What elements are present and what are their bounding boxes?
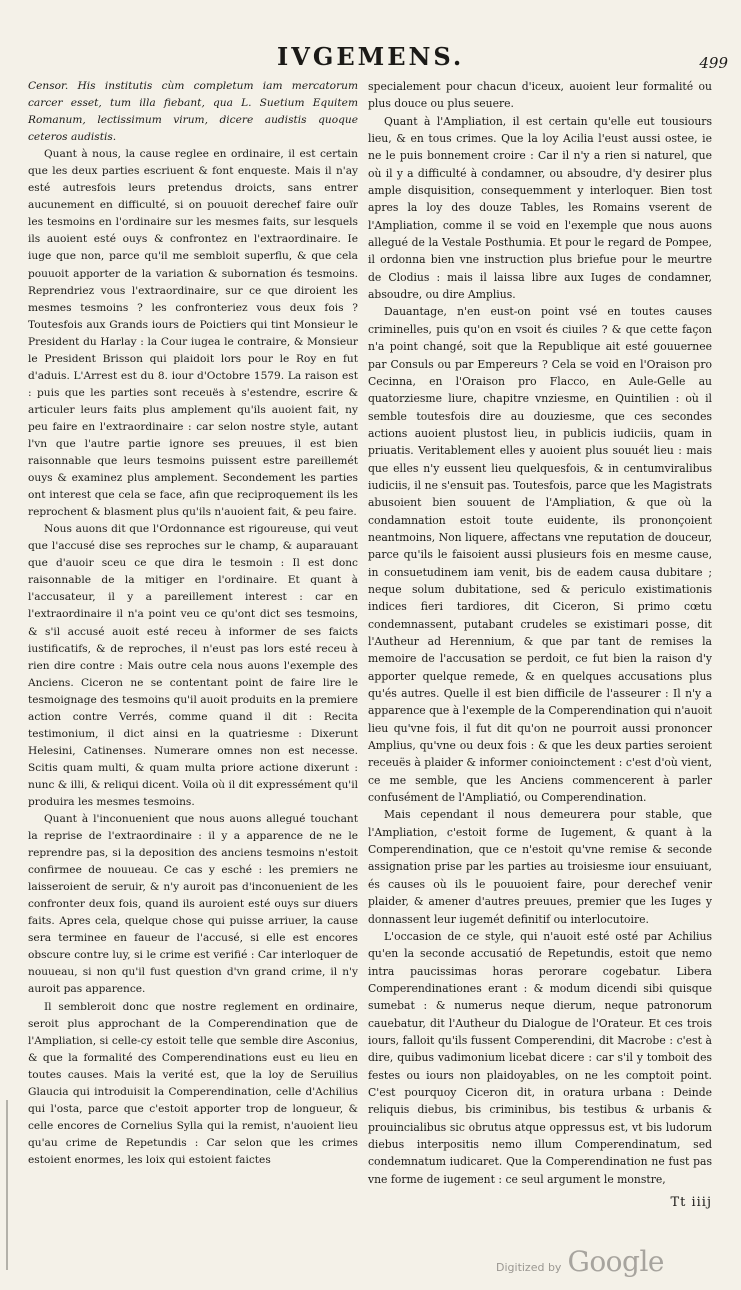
paragraph: Il sembleroit donc que nostre reglement en ordinaire, seroit plus approchant de la Comperendination que de l'Ampliation, si celle-cy estoit telle que semble dire Asconius, & que la formalité des Comperendinations eust eu lieu en toutes causes. Mais la verité est, que la loy de Seruilius Glaucia qui introduisit la Comperendination, celle d'Achilius qui l'osta, parce que c'estoit apporter trop de longueur, & celle encores de Cornelius Sylla qui la remist, n'auoient lieu qu'au crime de Repetundis : Car selon que les crimes estoient enormes, les loix qui estoient faictes — [28, 1000, 358, 1166]
digitization-watermark — [496, 1245, 741, 1285]
watermark-prefix: Digitized by — [496, 1261, 562, 1274]
page-number: 499 — [699, 54, 728, 72]
page-header — [22, 42, 728, 72]
paragraph: Dauantage, n'en eust-on point vsé en toutes causes criminelles, puis qu'on en vsoit és ciuiles ? & que cette façon n'a point changé, soit que la Republique ait esté gouuernee par Consuls ou par Empereurs ? Cela se void en l'Oraison pro Cecinna, en l'Oraison pro Flacco, en Aule-Gelle au quatorziesme liure, chapitre vnziesme, en Quintilien : où il semble toutesfois dire au douziesme, que ces secondes actions auoient plustost lieu, in publicis iudiciis, quam in priuatis. Veritablement elles y auoient plus souuét lieu : mais que elles n'y eussent lieu quelquesfois, & in centumviralibus iudiciis, il ne s'ensuit pas. Toutesfois, parce que les Magistrats abusoient bien souuent de l'Ampliation, & que où la condamnation estoit toute euidente, ils prononçoient neantmoins, Non liquere, affectans vne reputation de douceur, parce qu'ils le faisoient aussi plusieurs fois en mesme cause, in consuetudinem iam venit, bis de eadem causa dubitare ; neque solum dubitatione, sed & periculo existimationis indices fieri tardiores, dit Ciceron, Si primo cœtu condemnassent, putabant crudeles se existimari posse, dit l'Autheur ad Herennium, & que par tant de remises la memoire de l'accusation se perdoit, ce fut bien la raison d'y apporter quelque remede, & en quelques accusations plus qu'és autres. Quelle il est bien difficile de l'asseurer : Il n'y a apparence que à l'exemple de la Comperendination qui n'auoit lieu qu'vne fois, il fut dit qu'on ne pourroit aussi prononcer Amplius, qu'vne ou deux fois : & que les deux parties seroient receuës à plaider & informer conioinctement : c'est d'où vient, ce me semble, que les Anciens commencerent à parler confusément de l'Ampliatió, ou Comperendination. — [368, 305, 712, 805]
binding-edge — [6, 1100, 8, 1270]
paragraph: L'occasion de ce style, qui n'auoit esté osté par Achilius qu'en la seconde accusatió de Repetundis, estoit que nemo intra paucissimas horas perorare cogebatur. Libera Comperendinationes erant : & modum dicendi sibi quisque sumebat : & numerus neque dierum, neque patronorum cauebatur, dit l'Autheur du Dialogue de l'Orateur. Et ces trois iours, falloit qu'ils fussent Comperendini, dit Macrobe : c'est à dire, quibus vadimonium licebat dicere : car s'il y tomboit des festes ou iours non plaidoyables, on ne les comptoit point. C'est pourquoy Ciceron dit, in oratura urbana : Deinde reliquis diebus, bis criminibus, bis testibus & urbanis & prouincialibus sic obrutus atque oppressus est, vt bis ludorum diebus interpositis nemo illum Comperendinatum, sed condemnatum iudicaret. Que la Comperendination ne fust pas vne forme de iugement : ce seul argument le monstre, — [368, 929, 712, 1186]
google-logo: Google — [567, 1245, 664, 1278]
right-column — [368, 78, 712, 1188]
paragraph: specialement pour chacun d'iceux, auoient leur formalité ou plus douce ou plus seuere. — [368, 80, 712, 111]
paragraph: Quant à nous, la cause reglee en ordinaire, il est certain que les deux parties escriuent & font enqueste. Mais il n'ay esté autresfois leurs pretendus droicts, sans entrer aucunement en difficulté, si on pouuoit derechef faire ouïr les tesmoins en l'ordinaire sur les mesmes faits, sur lesquels ils auoient esté ouys & confrontez en l'extraordinaire. Ie iuge que non, parce qu'il me sembloit superflu, & que cela pouuoit apporter de la variation & subornation és tesmoins. Reprendriez vous l'extraordinaire, sur ce que diroient les mesmes tesmoins ? les confronteriez vous deux fois ? Toutesfois aux Grands iours de Poictiers qui tint Monsieur le President du Harlay : la Cour iugea le contraire, & Monsieur le President Brisson qui plaidoit lors pour le Roy en fut d'aduis. L'Arrest est du 8. iour d'Octobre 1579. La raison est : puis que les parties sont receuës à s'estendre, escrire & articuler leurs faits plus amplement qu'ils auoient fait, ny peu faire en l'extraordinaire : car selon nostre style, autant l'vn que l'autre partie ignore ses preuues, il est bien raisonnable que leurs tesmoins puissent estre pareillemét ouys & examinez plus amplement. Secondement les parties ont interest que cela se face, afin que reciproquement ils les reprochent & blasment plus qu'ils n'auoient fait, & peu faire. — [28, 148, 358, 519]
left-column — [28, 78, 358, 1169]
running-title: IVGEMENS. — [277, 42, 465, 71]
paragraph: Quant à l'Ampliation, il est certain qu'elle eut tousiours lieu, & en tous crimes. Que la loy Acilia l'eust aussi ostee, ie ne le puis bonnement croire : Car il n'y a rien si naturel, que où il y a difficulté à condamner, ou absoudre, d'y desirer plus ample disquisition, consequemment y interloquer. Bien tost apres la loy des douze Tables, les Romains vserent de l'Ampliation, comme il se void en l'exemple que nous auons allegué de la Vestale Posthumia. Et pour le regard de Pompee, il ordonna bien vne instruction plus briefue pour le meurtre de Clodius : mais il laissa libre aux Iuges de condamner, absoudre, ou dire Amplius. — [368, 114, 712, 302]
book-page — [22, 0, 728, 1290]
signature-mark: Tt iiij — [670, 1195, 712, 1210]
paragraph: Nous auons dit que l'Ordonnance est rigoureuse, qui veut que l'accusé dise ses reproches sur le champ, & auparauant que d'auoir sceu ce que dira le tesmoin : Il est donc raisonnable de la mitiger en l'ordinaire. Et quant à l'accusateur, il y a pareillement interest : car en l'extraordinaire il n'a point veu ce qu'ont dict ses tesmoins, & s'il accusé auoit esté receu à informer de ses faicts iustificatifs, & de reproches, il n'eust pas lors esté receu à rien dire contre : Mais outre cela nous auons l'exemple des Anciens. Ciceron ne se contentant point de faire lire le tesmoignage des tesmoins qu'il auoit produits en la premiere action contre Verrés, comme quand il dit : Recita testimonium, il dict ainsi en la quatriesme : Dixerunt Helesini, Catinenses. Numerare omnes non est necesse. Scitis quam multi, & quam multa priore actione dixerunt : nunc & illi, & reliqui dicent. Voila où il dit expressément qu'il produira les mesmes tesmoins. — [28, 523, 358, 808]
paragraph: Quant à l'inconuenient que nous auons allegué touchant la reprise de l'extraordinaire : il y a apparence de ne le reprendre pas, si la deposition des anciens tesmoins n'estoit confirmee de nouueau. Ce cas y esché : les premiers ne laisseroient de seruir, & n'y auroit pas d'inconuenient de les confronter deux fois, quand ils auroient esté ouys sur diuers faits. Apres cela, quelque chose qui puisse arriuer, la cause sera terminee en faueur de l'accusé, si elle est encores obscure contre luy, si le crime est verifié : Car interloquer de nouueau, si non qu'il fust question d'vn grand crime, il n'y auroit pas apparence. — [28, 813, 358, 996]
paragraph: Mais cependant il nous demeurera pour stable, que l'Ampliation, c'estoit forme de Iugement, & quant à la Comperendination, que ce n'estoit qu'vne remise & seconde assignation prise par les parties au troisiesme iour ensuiuant, és causes où ils le pouuoient faire, pour derechef venir plaider, & amener d'autres preuues, premier que les Iuges y donnassent leur iugemét definitif ou interlocutoire. — [368, 808, 712, 926]
paragraph: Censor. His institutis cùm completum iam mercatorum carcer esset, tum illa fiebant, qua L. Suetium Equitem Romanum, lectissimum virum, dicere audistis quoque ceteros audistis. — [28, 80, 358, 144]
